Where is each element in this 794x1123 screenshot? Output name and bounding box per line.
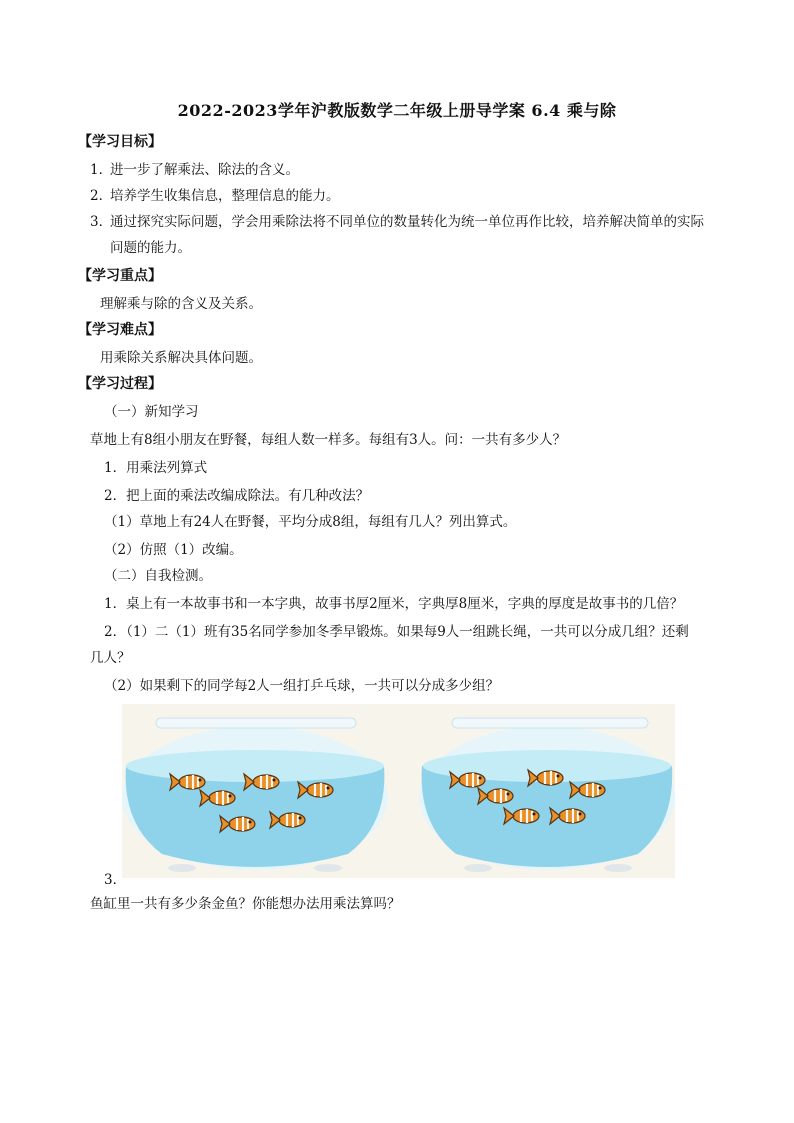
section-heading-goals: 【学习目标】 [78, 134, 162, 150]
key-point-text: 理解乘与除的含义及关系。 [100, 296, 262, 312]
check-item-2-continued: 几人？ [90, 650, 131, 666]
section-heading-process: 【学习过程】 [78, 376, 162, 392]
check-item-2-2: （2）如果剩下的同学每2人一组打乒乓球，一共可以分成多少组？ [104, 678, 500, 694]
step-2: 2．把上面的乘法改编成除法。有几种改法？ [104, 488, 370, 504]
fishbowl-illustration [122, 704, 675, 878]
fishbowl-right-icon [419, 718, 675, 872]
goal-item-3: 3．通过探究实际问题，学会用乘除法将不同单位的数量转化为统一单位再作比较，培养解决简单的实际 [90, 214, 704, 230]
part-new-learning: （一）新知学习 [104, 404, 199, 420]
section-heading-key: 【学习重点】 [78, 268, 162, 284]
part-self-check: （二）自我检测。 [104, 568, 212, 584]
check-item-1: 1．桌上有一本故事书和一本字典，故事书厚2厘米，字典厚8厘米，字典的厚度是故事书的几倍？ [104, 596, 684, 612]
fishbowl-left-icon [122, 718, 388, 872]
page-title: 2022-2023学年沪教版数学二年级上册导学案 6.4 乘与除 [177, 101, 617, 120]
check-item-3-question: 鱼缸里一共有多少条金鱼？你能想办法用乘法算吗？ [90, 896, 401, 912]
step-2-1: （1）草地上有24人在野餐，平均分成8组，每组有几人？列出算式。 [104, 514, 517, 530]
check-item-2: 2．（1）二（1）班有35名同学参加冬季早锻炼。如果每9人一组跳长绳，一共可以分成几组？还剩 [104, 624, 689, 640]
step-1: 1．用乘法列算式 [104, 460, 208, 476]
section-heading-difficulty: 【学习难点】 [78, 322, 162, 338]
goal-item-2: 2．培养学生收集信息，整理信息的能力。 [90, 188, 340, 204]
goal-item-3-continued: 问题的能力。 [110, 240, 191, 256]
check-item-3-number: 3． [104, 872, 127, 888]
problem-text: 草地上有8组小朋友在野餐，每组人数一样多。每组有3人。问：一共有多少人？ [90, 432, 567, 448]
difficulty-text: 用乘除关系解决具体问题。 [100, 350, 262, 366]
step-2-2: （2）仿照（1）改编。 [104, 542, 243, 558]
goal-item-1: 1．进一步了解乘法、除法的含义。 [90, 162, 299, 178]
